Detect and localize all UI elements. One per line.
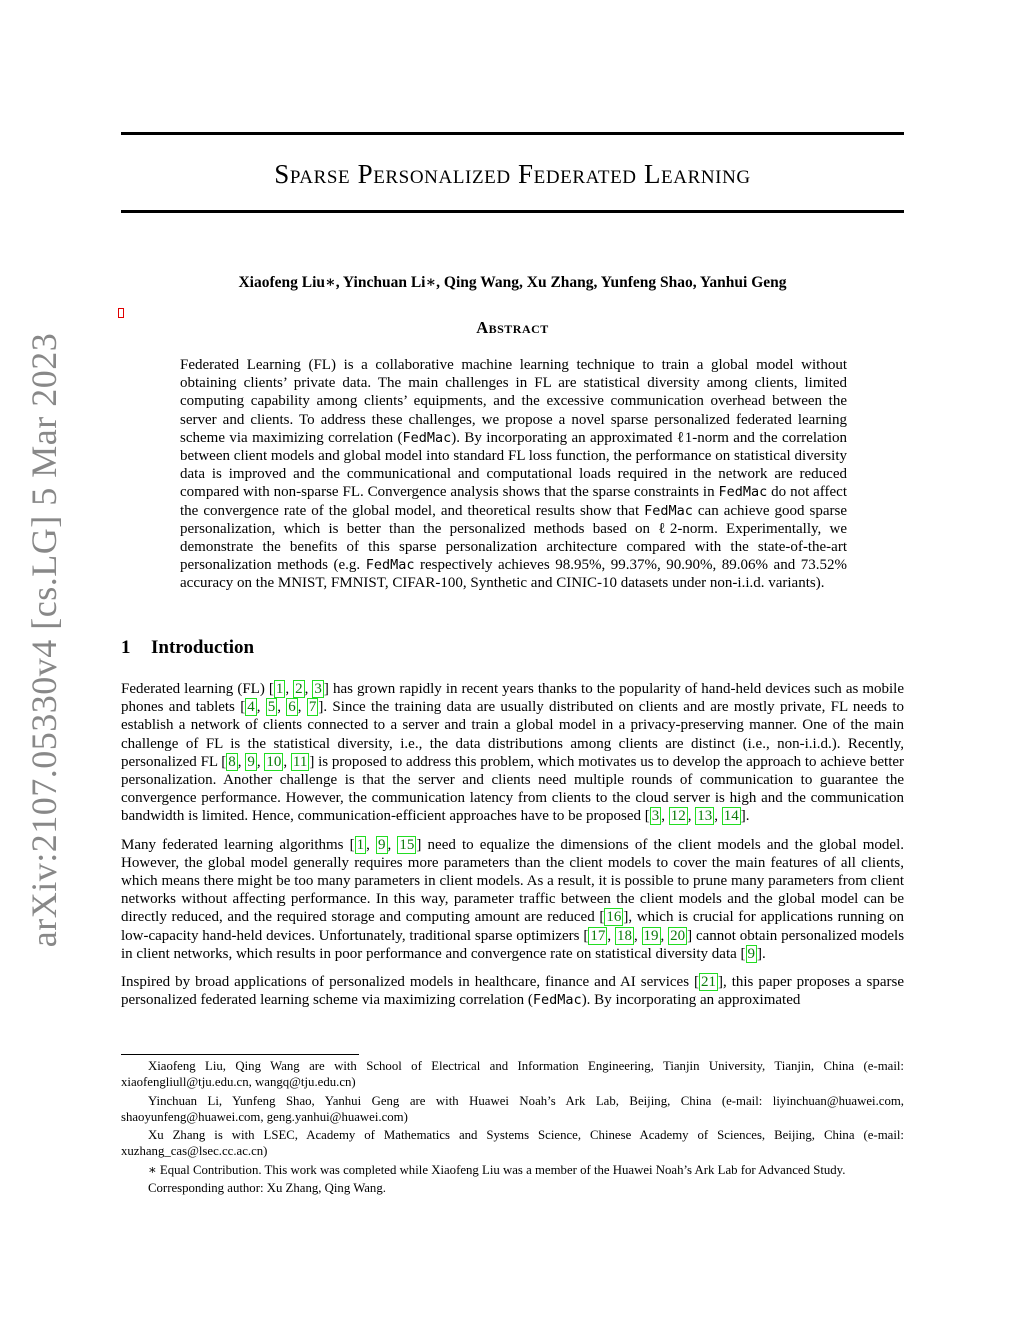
intro-paragraph-2: Many federated learning algorithms [ 1 , 9 , 15 ] need to equalize the dimensions of the client models and the global model. However, the global model generally requires more parameters than the client models to cover the main features of all clients, which means there might be too many parameters in client models. As a result, it is possible to prune many parameters from client networks without affecting performance. In this way, parameter traffic between the client models and the global model can be directly reduced, and the required storage and computing amount are reduced [ 16 ], which is crucial for applications running on low-capacity hand-held devices. Unfortunately, traditional sparse optimizers [ 17 , 18 , 19 , 20 ] cannot obtain personalized models in client networks, which results in poor performance and convergence rate on statistical diversity data [ 9 ]. (121, 836, 905, 962)
citation-link[interactable]: 3 (314, 681, 322, 697)
abstract-body: Federated Learning (FL) is a collaborative machine learning technique to train a global model without obtaining clients’ private data. The main challenges in FL are statistical diversity among clients, limited computing capability among clients’ equipments, and the excessive communication overhead between the server and clients. To address these challenges, we propose a novel sparse personalized federated learning scheme via maximizing correlation (FedMac). By incorporating an approximated ℓ1-norm and the correlation between client models and global model into standard FL loss function, the performance on statistical diversity data is improved and the communicational and computational loads required in the network are reduced compared with non-sparse FL. Convergence analysis shows that the sparse constraints in FedMac do not affect the convergence rate of the global model, and theoretical results show that FedMac can achieve good sparse personalization, which is better than the personalized methods based on ℓ2-norm. Experimentally, we demonstrate the benefits of this sparse personalization architecture compared with the state-of-the-art personalization methods (e.g. FedMac respectively achieves 98.95%, 99.37%, 90.90%, 89.06% and 73.52% accuracy on the MNIST, FMNIST, CIFAR-100, Synthetic and CINIC-10 datasets under non-i.i.d. variants). (180, 357, 847, 592)
title-bottom-rule (121, 210, 904, 213)
footnote-corresponding-author: Corresponding author: Xu Zhang, Qing Wang. (148, 1181, 386, 1196)
section-heading-introduction: 1 Introduction (121, 637, 255, 658)
citation-link[interactable]: 12 (670, 808, 686, 825)
title-top-rule (121, 132, 904, 135)
footnote-rule (121, 1054, 359, 1055)
footnote-affiliation-2: Yinchuan Li, Yunfeng Shao, Yanhui Geng are with Huawei Noah’s Ark Lab, Beijing, China (e-mail: liyinchuan@huawei.com, shaoyunfeng@huawei.com, geng.yanhui@huawei.com) (121, 1093, 904, 1124)
citation-link[interactable]: 1 (275, 681, 284, 697)
citation-link[interactable]: 15 (399, 836, 415, 853)
citation-link[interactable]: 6 (288, 699, 296, 716)
footnote-affiliation-1: Xiaofeng Liu, Qing Wang are with School of Electrical and Information Engineering, Tianjin University, Tianjin, China (e-mail: xiaofengliull@tju.edu.cn, wangq@tju.edu.cn) (121, 1059, 904, 1090)
citation-link[interactable]: 10 (266, 753, 282, 770)
citation-link[interactable]: 8 (228, 753, 236, 770)
citation-link[interactable]: 4 (247, 699, 255, 716)
citation-link[interactable]: 3 (651, 808, 660, 825)
citation-link[interactable]: 1 (356, 836, 365, 853)
citation-link[interactable]: 17 (590, 927, 606, 944)
author-list: Xiaofeng Liu∗, Yinchuan Li∗, Qing Wang, Xu Zhang, Yunfeng Shao, Yanhui Geng (238, 274, 787, 291)
citation-link[interactable]: 13 (697, 808, 713, 825)
footnote-affiliation-3: Xu Zhang is with LSEC, Academy of Mathematics and Systems Science, Chinese Academy of Sciences, Beijing, China (e-mail: xuzhang_cas@lsec.cc.ac.cn) (121, 1128, 904, 1159)
citation-link[interactable]: 18 (616, 927, 632, 944)
annotation-marker (118, 308, 124, 318)
paper-title: Sparse Personalized Federated Learning (274, 159, 751, 189)
citation-link[interactable]: 2 (295, 681, 303, 697)
intro-paragraph-1: Federated learning (FL) [ 1 , 2 , 3 ] has grown rapidly in recent years thanks to the popularity of hand-held devices such as mobile phones and tablets [ 4 , 5 , 6 , 7 ]. Since the training data are usually distributed on clients and are mostly private, FL needs to establish a network of clients connected to a server and train a global model in a privacy-preserving manner. One of the main challenge of FL is the statistical diversity, i.e., the data distributions among clients are distinct (i.e., non-i.i.d.). Recently, personalized FL [ 8 , 9 , 10 , 11 ] is proposed to address this problem, which motivates us to develop the approach to achieve better personalization. Another challenge is that the server and clients need multiple rounds of communication to guarantee the convergence performance. However, the communication latency from clients to the cloud server is high and the communication bandwidth is limited. Hence, communication-efficient approaches have to be proposed [ 3 , 12 , 13 , 14 ]. (121, 681, 905, 825)
footnote-equal-contribution: ∗ Equal Contribution. This work was completed while Xiaofeng Liu was a member of the Huawei Noah’s Ark Lab for Advanced Study. (148, 1162, 846, 1177)
abstract-heading: Abstract (476, 318, 549, 337)
citation-link[interactable]: 9 (747, 945, 756, 962)
citation-link[interactable]: 21 (701, 974, 717, 991)
citation-link[interactable]: 14 (723, 808, 739, 825)
citation-link[interactable]: 9 (378, 836, 386, 853)
citation-link[interactable]: 19 (643, 927, 659, 944)
citation-link[interactable]: 11 (292, 753, 308, 770)
introduction-body (121, 680, 904, 1019)
citation-link[interactable]: 16 (606, 909, 622, 926)
citation-link[interactable]: 7 (308, 699, 317, 716)
intro-paragraph-3: Inspired by broad applications of personalized models in healthcare, finance and AI services [ 21 ], this paper proposes a sparse personalized federated learning scheme via maximizing correlation (FedMac). By incorporating an approximated (121, 974, 905, 1009)
citation-link[interactable]: 9 (247, 753, 255, 770)
footnotes (121, 1058, 904, 1198)
citation-link[interactable]: 5 (267, 699, 276, 716)
citation-link[interactable]: 20 (670, 927, 686, 944)
arxiv-identifier: arXiv:2107.05330v4 [cs.LG] 5 Mar 2023 (24, 332, 64, 948)
